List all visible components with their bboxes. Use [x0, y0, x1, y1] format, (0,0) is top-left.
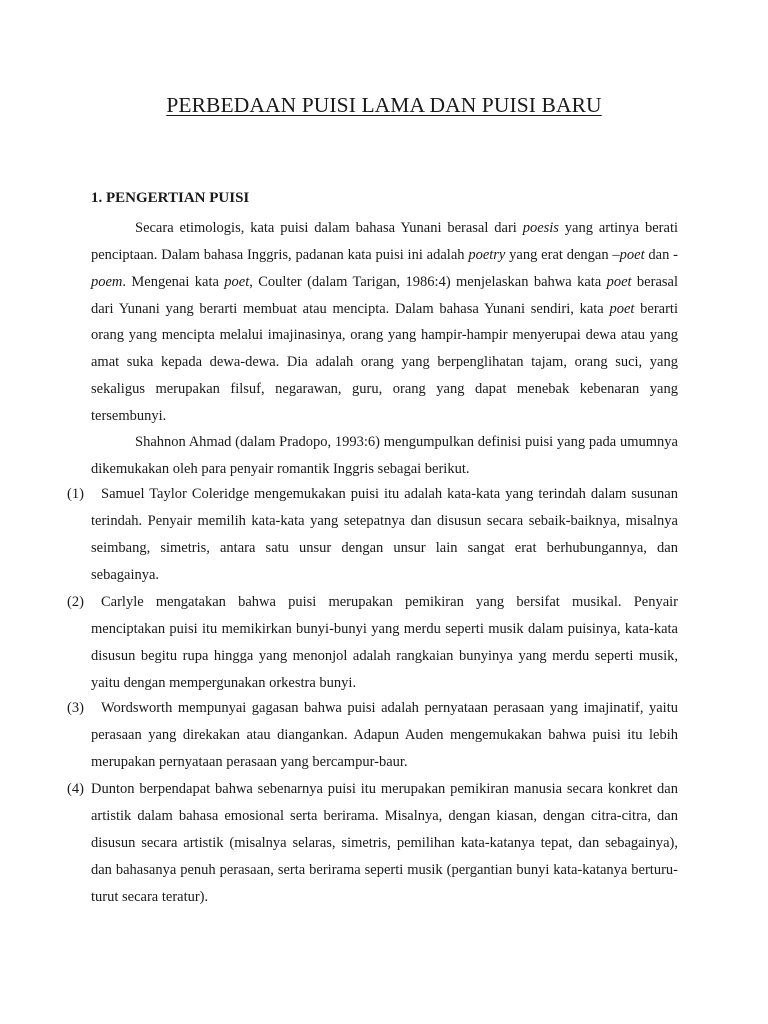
list-item-number: (4) — [67, 781, 84, 797]
list-item-number: (1) — [67, 486, 84, 502]
list-item-number: (2) — [67, 594, 84, 610]
paragraph-etymology — [91, 215, 678, 430]
list-item — [67, 776, 678, 911]
paragraph-text: berarti orang yang mencipta melalui imajinasinya, orang yang hampir-hampir menyerupai dewa atau yang amat suka kepada dewa-dewa. Dia adalah orang yang berpenglihatan tajam, orang suci, yang sekaligus merupakan filsuf, negarawan, guru, orang yang dapat menebak kebenaran yang tersembunyi. — [91, 300, 678, 424]
list-item-text: Carlyle mengatakan bahwa puisi merupakan pemikiran yang bersifat musikal. Penyair menciptakan puisi itu memikirkan bunyi-bunyi yang merdu seperti musik dalam puisinya, kata-kata disusun begitu rupa hingga yang menonjol adalah rangkaian bunyinya yang merdu seperti musik, yaitu dengan mempergunakan orkestra bunyi. — [91, 594, 678, 692]
list-item — [67, 481, 678, 589]
paragraph-text: Secara etimologis, kata puisi dalam bahasa Yunani berasal dari — [135, 220, 523, 236]
term-poet: poet — [609, 300, 635, 317]
term-poem: poem — [91, 273, 123, 290]
paragraph-text: dan - — [644, 246, 679, 263]
list-item-text: Samuel Taylor Coleridge mengemukakan puisi itu adalah kata-kata yang terindah dalam susunan terindah. Penyair memilih kata-kata yang setepatnya dan disusun secara sebaik-baiknya, misalnya seimbang, simetris, antara satu unsur dengan unsur lain sangat erat berhubungannya, dan sebagainya. — [91, 486, 678, 584]
paragraph-text: yang erat dengan – — [505, 246, 620, 263]
paragraph-text: , Coulter (dalam Tarigan, 1986:4) menjelaskan bahwa kata — [249, 273, 607, 290]
list-item — [67, 589, 678, 697]
section-heading: 1. PENGERTIAN PUISI — [91, 190, 250, 206]
list-item-text: Dunton berpendapat bahwa sebenarnya puisi itu merupakan pemikiran manusia secara konkret dan artistik dalam bahasa emosional serta berirama. Misalnya, dengan kiasan, dengan citra-citra, dan disusun secara artistik (misalnya selaras, simetris, pemilihan kata-katanya tepat, dan sebagainya), dan bahasanya penuh perasaan, serta berirama seperti musik (pergantian bunyi kata-katanya berturu-turut secara teratur). — [91, 781, 678, 906]
paragraph-text: yang artinya berati penciptaan. Dalam bahasa Inggris, padanan kata puisi ini adalah — [91, 220, 678, 263]
term-poet: poet — [619, 246, 645, 263]
term-poet: poet — [224, 273, 250, 290]
paragraph-text: berasal dari Yunani yang berarti membuat atau mencipta. Dalam bahasa Yunani sendiri, kata — [91, 273, 678, 317]
document-title: PERBEDAAN PUISI LAMA DAN PUISI BARU — [166, 93, 602, 117]
list-item-number: (3) — [67, 700, 84, 716]
paragraph-definitions-intro: Shahnon Ahmad (dalam Pradopo, 1993:6) mengumpulkan definisi puisi yang pada umumnya dikemukakan oleh para penyair romantik Inggris sebagai berikut. — [91, 434, 678, 477]
term-poetry: poetry — [468, 246, 506, 263]
term-poesis: poesis — [522, 220, 559, 236]
term-poet: poet — [606, 273, 632, 290]
paragraph-text: . Mengenai kata — [122, 273, 225, 290]
list-item-text: Wordsworth mempunyai gagasan bahwa puisi adalah pernyataan perasaan yang imajinatif, yaitu perasaan yang direkakan atau diangankan. Adapun Auden mengemukakan bahwa puisi itu lebih merupakan pernyataan perasaan yang bercampur-baur. — [91, 700, 678, 771]
list-item — [67, 695, 678, 776]
